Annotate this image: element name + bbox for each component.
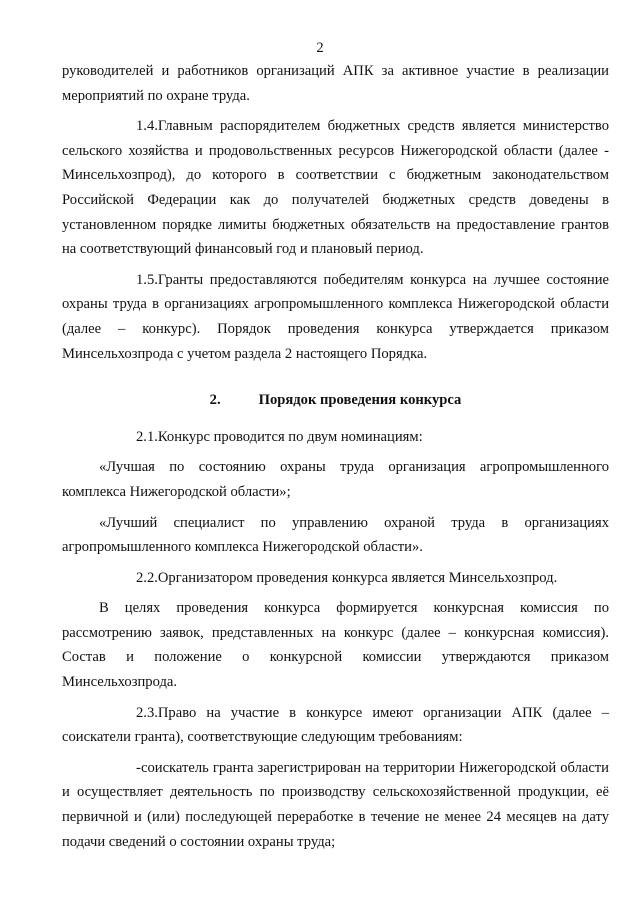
document-body <box>62 59 609 860</box>
nomination-2 <box>62 511 609 560</box>
paragraph-text: Гранты предоставляются победителям конкурса на лучшее состояние охраны труда в организациях агропромышленного комплекса Нижегородской области (далее – конкурс). Порядок проведения конкурса утверждается приказом Минсельхозпрода с учетом раздела 2 настоящего Порядка. <box>62 271 609 362</box>
paragraph-text: руководителей и работников организаций АПК за активное участие в реализации мероприятий по охране труда. <box>62 63 609 104</box>
paragraph-text: В целях проведения конкурса формируется конкурсная комиссия по рассмотрению заявок, представленных на конкурс (далее – конкурсная комиссия). Состав и положение о конкурсной комиссии утверждаются приказом Минсельхозпрода. <box>62 600 609 691</box>
paragraph-text: Право на участие в конкурсе имеют организации АПК (далее – соискатели гранта), соответствующие следующим требованиям: <box>62 704 609 746</box>
paragraph-text: Главным распорядителем бюджетных средств является министерство сельского хозяйства и продовольственных ресурсов Нижегородской области (далее - Минсельхозпрод), до которого в соответствии с бюджетным законодательством Российской Федерации как до получателей бюджетных средств доведены в установленном порядке лимиты бюджетных обязательств на предоставление грантов на соответствующий финансовый год и плановый период. <box>62 118 609 258</box>
page-number: 2 <box>316 40 324 56</box>
section-title: Порядок проведения конкурса <box>258 392 462 409</box>
paragraph-text: Организатором проведения конкурса является Минсельхозпрод. <box>157 569 558 586</box>
paragraph-commission <box>62 596 609 694</box>
list-dash: - <box>136 759 141 776</box>
section-heading <box>62 388 609 413</box>
paragraph-2-3 <box>62 701 609 750</box>
section-number: 2. <box>209 392 221 409</box>
paragraph-1-4 <box>62 114 609 262</box>
paragraph-2-2 <box>62 566 609 591</box>
paragraph-text: «Лучший специалист по управлению охраной труда в организациях агропромышленного комплекса Нижегородской области». <box>62 514 609 556</box>
paragraph-number: 1.4. <box>136 118 158 135</box>
paragraph-number: 2.2. <box>136 569 158 586</box>
paragraph-number: 2.1. <box>136 428 158 445</box>
paragraph-2-1 <box>62 425 609 450</box>
paragraph-number: 1.5. <box>136 271 158 288</box>
nomination-1 <box>62 455 609 504</box>
paragraph-text: «Лучшая по состоянию охраны труда организация агропромышленного комплекса Нижегородской области»; <box>62 459 609 500</box>
paragraph-text: Конкурс проводится по двум номинациям: <box>157 428 423 445</box>
paragraph-number: 2.3. <box>136 704 158 721</box>
paragraph-continuation <box>62 59 609 108</box>
requirement-item <box>62 756 609 854</box>
paragraph-1-5 <box>62 268 609 366</box>
paragraph-text: соискатель гранта зарегистрирован на территории Нижегородской области и осуществляет деятельность по производству сельскохозяйственной продукции, её первичной и (или) последующей переработке в течение не менее 24 месяцев на дату подачи сведений о состоянии охраны труда; <box>62 759 609 850</box>
